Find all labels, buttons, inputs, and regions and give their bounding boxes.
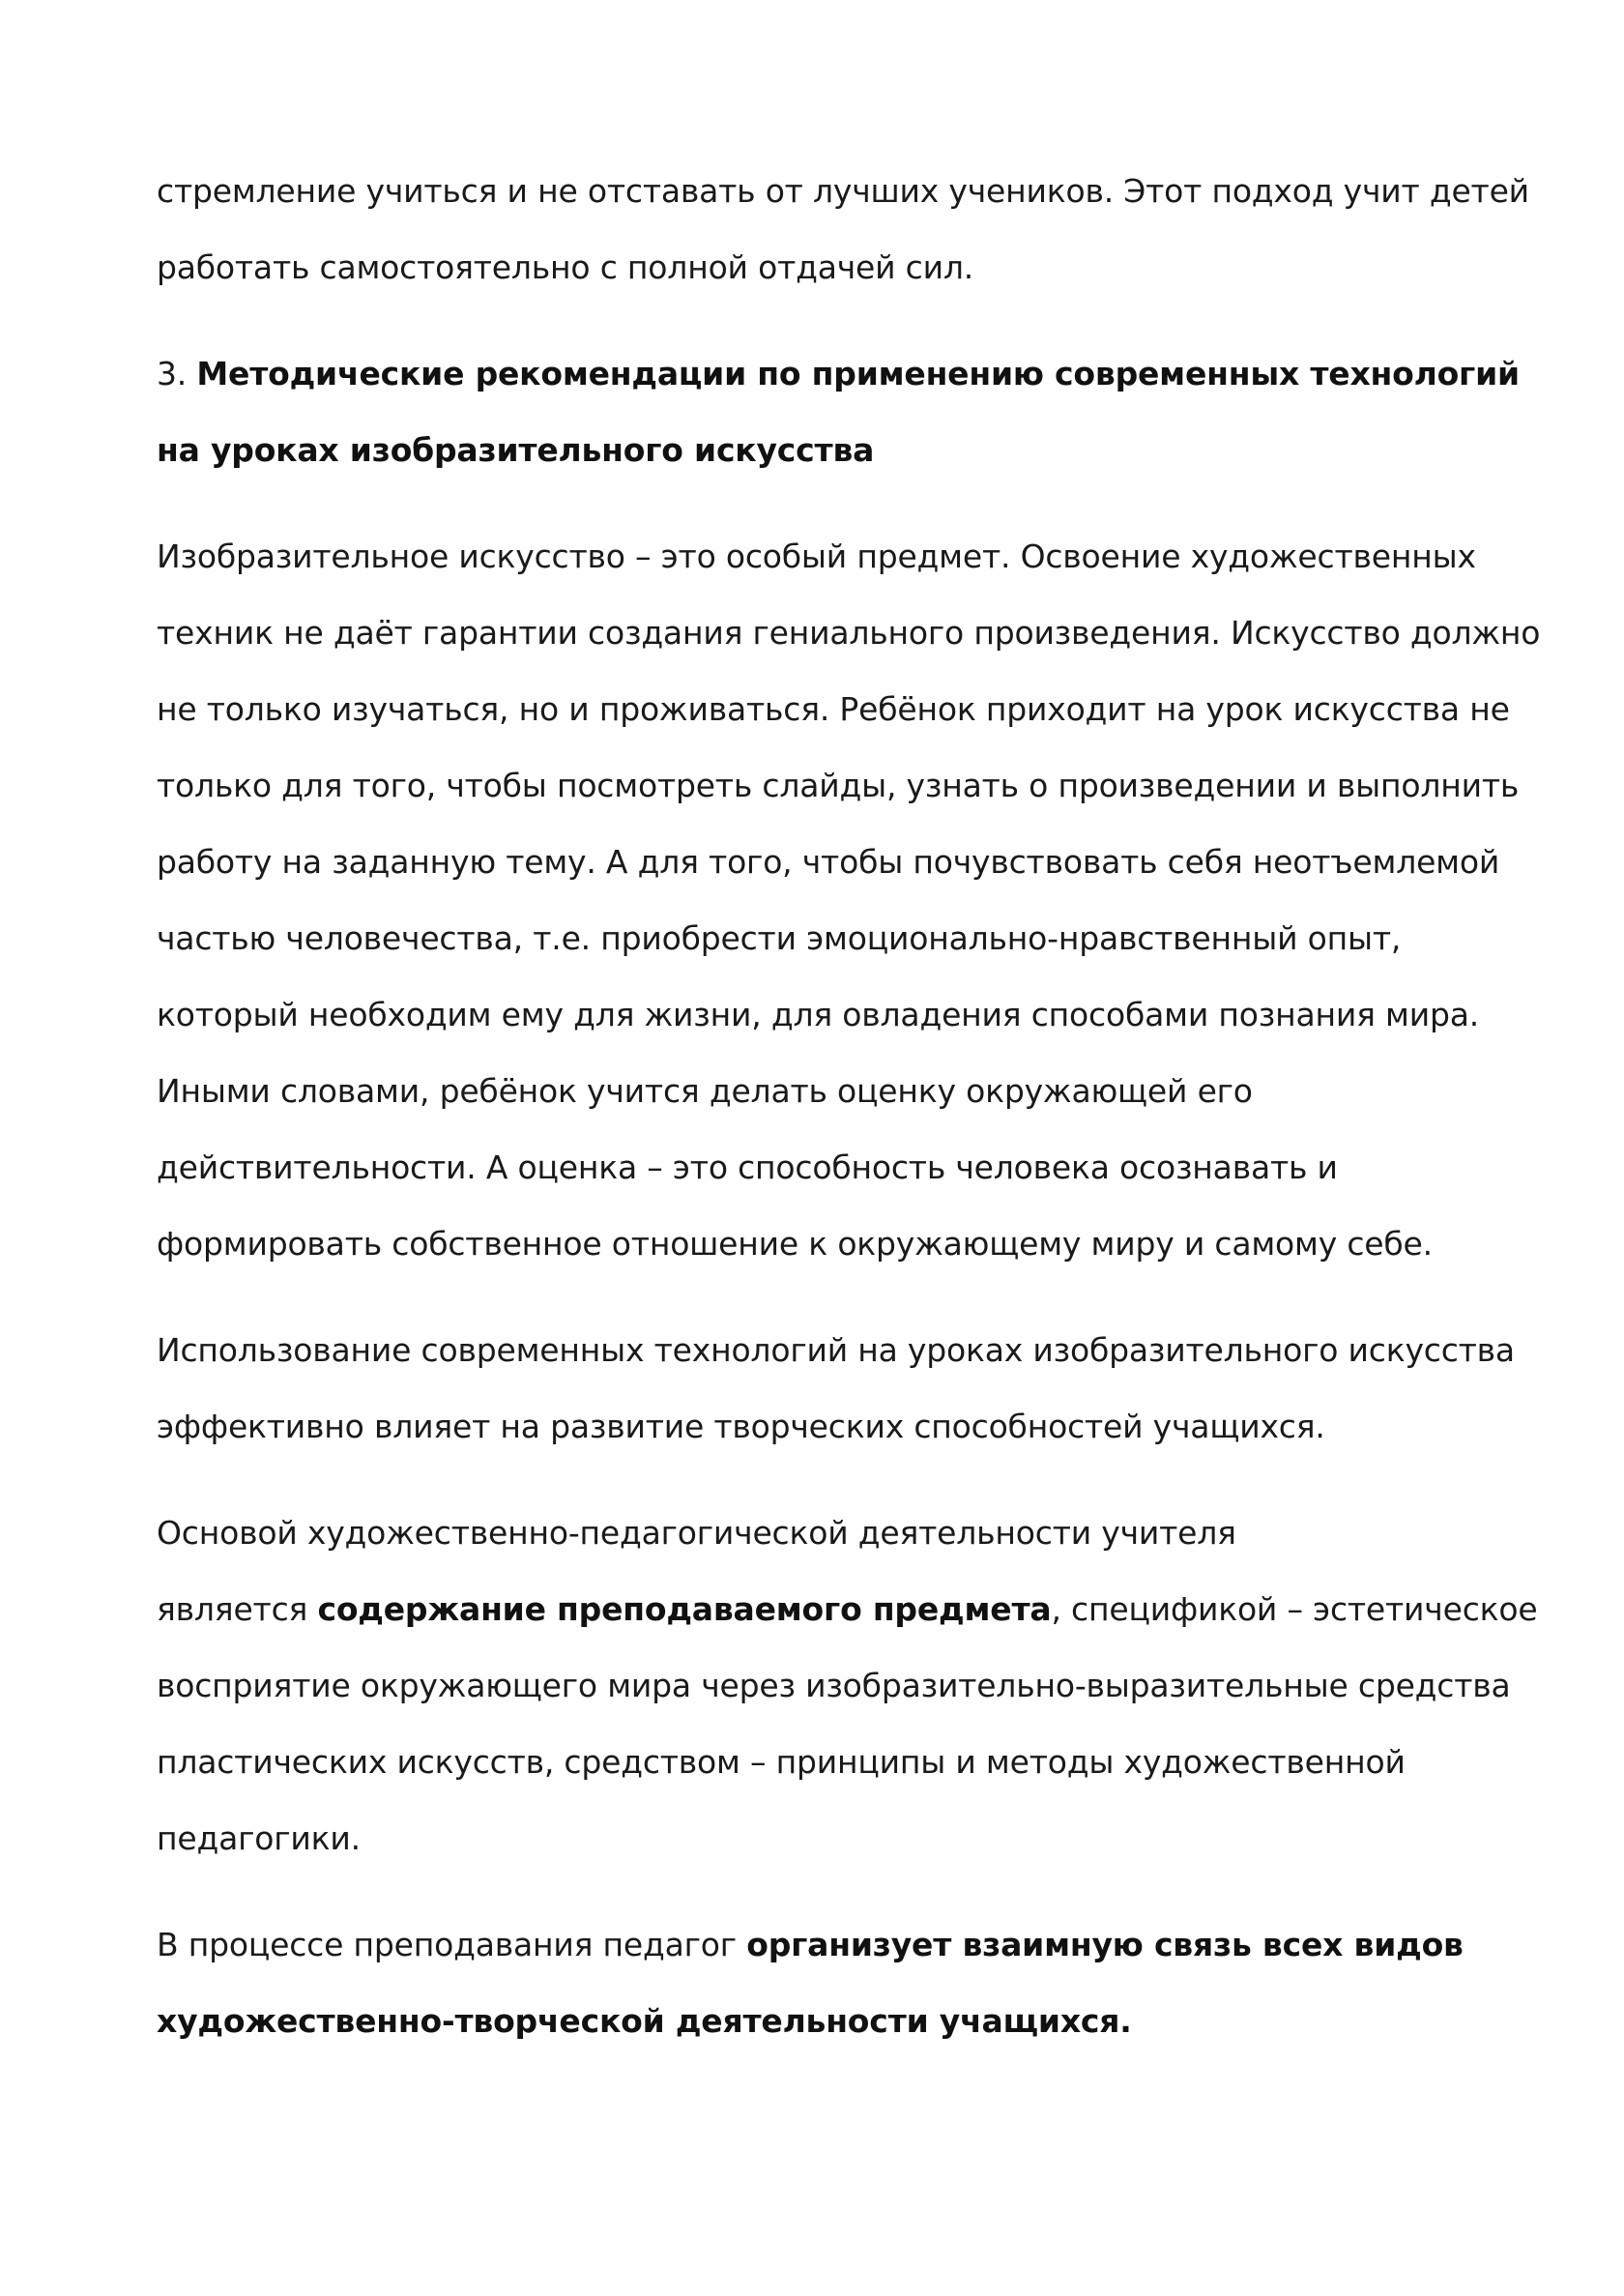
paragraph-process — [157, 1906, 1491, 2059]
text-line: стремление учиться и не отставать от лучших учеников. Этот подход учит детей — [157, 172, 1529, 210]
heading-title-part: Методические рекомендации по применению современных технологий — [196, 355, 1520, 392]
text-line: техник не даёт гарантии создания гениального произведения. Искусство должно — [157, 614, 1541, 652]
text-line: работать самостоятельно с полной отдачей сил. — [157, 248, 974, 286]
paragraph-gap — [157, 488, 1491, 518]
bold-run: художественно-творческой деятельности учащихся. — [157, 2002, 1132, 2040]
paragraph-gap — [157, 305, 1491, 335]
section-heading — [157, 335, 1520, 488]
text-line: педагогики. — [157, 1819, 361, 1857]
paragraph-art-subject — [157, 518, 1541, 1282]
paragraph-basis — [157, 1495, 1538, 1876]
bold-run: содержание преподаваемого предмета — [317, 1590, 1052, 1628]
text-run: , спецификой – эстетическое — [1051, 1590, 1538, 1628]
paragraph-technology — [157, 1312, 1515, 1465]
heading-line — [157, 335, 1520, 412]
text-run: В процессе преподавания педагог — [157, 1926, 747, 1963]
document-page — [157, 153, 1541, 2059]
text-line: Основой художественно-педагогической деятельности учителя — [157, 1514, 1236, 1552]
text-line: эффективно влияет на развитие творческих способностей учащихся. — [157, 1408, 1325, 1445]
text-line: Иными словами, ребёнок учится делать оценку окружающей его — [157, 1072, 1253, 1110]
paragraph-gap — [157, 1465, 1491, 1495]
text-line: формировать собственное отношение к окружающему миру и самому себе. — [157, 1225, 1433, 1263]
text-line: Изобразительное искусство – это особый предмет. Освоение художественных — [157, 538, 1476, 575]
heading-title-part: на уроках изобразительного искусства — [157, 431, 875, 469]
text-line: частью человечества, т.е. приобрести эмоционально-нравственный опыт, — [157, 919, 1402, 957]
text-line: восприятие окружающего мира через изобразительно-выразительные средства — [157, 1667, 1511, 1704]
text-line — [157, 1571, 1538, 1647]
text-line: действительности. А оценка – это способность человека осознавать и — [157, 1148, 1338, 1186]
text-line: только для того, чтобы посмотреть слайды, узнать о произведении и выполнить — [157, 767, 1520, 804]
text-line: пластических искусств, средством – принципы и методы художественной — [157, 1743, 1406, 1781]
text-line: Использование современных технологий на уроках изобразительного искусства — [157, 1331, 1515, 1369]
text-line — [157, 1906, 1491, 1983]
paragraph-gap — [157, 1876, 1491, 1906]
bold-run: организует взаимную связь всех видов — [746, 1926, 1464, 1963]
text-line: не только изучаться, но и проживаться. Ребёнок приходит на урок искусства не — [157, 690, 1510, 728]
text-line — [157, 1983, 1491, 2059]
text-line: который необходим ему для жизни, для овладения способами познания мира. — [157, 996, 1480, 1033]
heading-line — [157, 412, 1491, 488]
paragraph-gap — [157, 1282, 1491, 1312]
text-line: работу на заданную тему. А для того, чтобы почувствовать себя неотъемлемой — [157, 843, 1500, 881]
text-run: является — [157, 1590, 318, 1628]
heading-number: 3. — [157, 355, 197, 392]
paragraph-continuation — [157, 153, 1529, 305]
